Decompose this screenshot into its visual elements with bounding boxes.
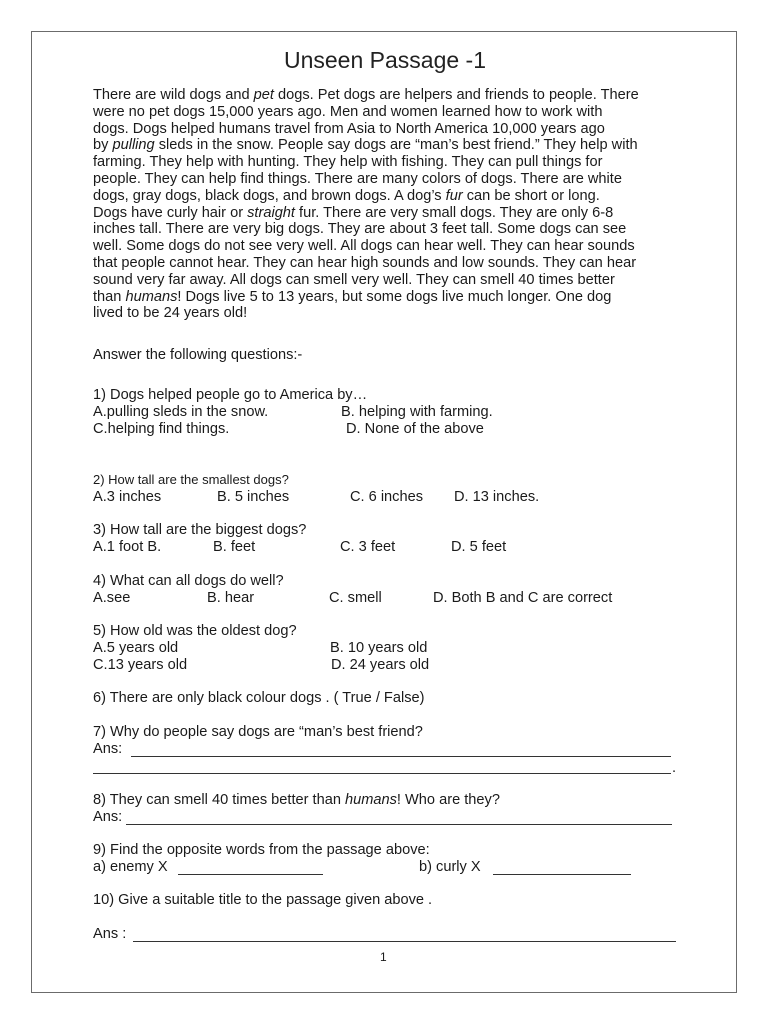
q4-option-c: C. smell: [329, 590, 382, 606]
q9-b-answer-line[interactable]: [493, 874, 631, 875]
q3-option-a: A.1 foot B.: [93, 539, 162, 555]
q3-option-c: C. 3 feet: [340, 539, 396, 555]
q5-option-d: D. 24 years old: [331, 657, 430, 673]
passage-line: dogs, gray dogs, black dogs, and brown dogs. A dog’s fur can be short or long.: [93, 187, 600, 204]
q3-option-d: D. 5 feet: [451, 539, 507, 555]
page-title: Unseen Passage -1: [283, 47, 486, 73]
question-3: 3) How tall are the biggest dogs?: [93, 522, 307, 538]
question-2: 2) How tall are the smallest dogs?: [93, 472, 289, 487]
q8-ans-label: Ans:: [93, 809, 123, 825]
passage-line: sound very far away. All dogs can smell very well. They can smell 40 times better: [93, 271, 615, 288]
question-1: 1) Dogs helped people go to America by…: [93, 387, 368, 403]
q4-option-a: A.see: [93, 590, 131, 606]
passage-line: that people cannot hear. They can hear high sounds and low sounds. They can hear: [93, 254, 637, 271]
q5-option-b: B. 10 years old: [330, 640, 428, 656]
q8-answer-line[interactable]: [126, 824, 672, 825]
q7-answer-line-2[interactable]: [93, 773, 671, 774]
passage-line: lived to be 24 years old!: [93, 305, 248, 322]
q4-option-b: B. hear: [207, 590, 255, 606]
q7-end-period: .: [672, 760, 677, 776]
q2-option-a: A.3 inches: [93, 489, 162, 505]
passage-line: There are wild dogs and pet dogs. Pet dogs are helpers and friends to people. There: [93, 87, 639, 103]
passage-line: by pulling sleds in the snow. People say dogs are “man’s best friend.” They help with: [93, 137, 638, 154]
instructions: Answer the following questions:-: [93, 347, 303, 363]
question-6: 6) There are only black colour dogs . ( True / False): [93, 690, 425, 706]
q4-option-d: D. Both B and C are correct: [433, 590, 613, 606]
question-7: 7) Why do people say dogs are “man’s best friend?: [93, 724, 423, 740]
q7-answer-line-1[interactable]: [131, 756, 671, 757]
passage-line: inches tall. There are very big dogs. They are about 3 feet tall. Some dogs can see: [93, 221, 627, 238]
passage-line: well. Some dogs do not see very well. All dogs can hear well. They can hear sounds: [93, 238, 635, 255]
q9-b-label: b) curly X: [419, 859, 481, 875]
q7-ans-label: Ans:: [93, 741, 123, 757]
passage-line: people. They can help find things. There are many colors of dogs. There are white: [93, 170, 622, 187]
q3-option-b: B. feet: [213, 539, 256, 555]
q10-answer-line[interactable]: [133, 941, 676, 942]
passage-line: dogs. Dogs helped humans travel from Asia to North America 10,000 years ago: [93, 120, 605, 137]
q2-option-d: D. 13 inches.: [454, 489, 540, 505]
question-5: 5) How old was the oldest dog?: [93, 623, 297, 639]
q1-option-b: B. helping with farming.: [341, 404, 493, 420]
q9-a-answer-line[interactable]: [178, 874, 323, 875]
reading-passage: [93, 87, 693, 322]
passage-line: than humans! Dogs live 5 to 13 years, but some dogs live much longer. One dog: [93, 288, 612, 305]
q9-a-label: a) enemy X: [93, 859, 168, 875]
q5-option-c: C.13 years old: [93, 657, 188, 673]
page-number: 1: [380, 950, 387, 964]
q10-ans-label: Ans :: [93, 926, 127, 942]
q5-option-a: A.5 years old: [93, 640, 179, 656]
q2-option-c: C. 6 inches: [350, 489, 424, 505]
q1-option-c: C.helping find things.: [93, 421, 230, 437]
question-9: 9) Find the opposite words from the passage above:: [93, 842, 430, 858]
passage-line: were no pet dogs 15,000 years ago. Men and women learned how to work with: [93, 103, 603, 120]
question-8: 8) They can smell 40 times better than humans! Who are they?: [93, 792, 500, 808]
passage-line: Dogs have curly hair or straight fur. There are very small dogs. They are only 6-8: [93, 204, 614, 221]
passage-line: farming. They help with hunting. They help with fishing. They can pull things for: [93, 154, 603, 171]
q1-option-d: D. None of the above: [346, 421, 484, 437]
q1-option-a: A.pulling sleds in the snow.: [93, 404, 269, 420]
question-4: 4) What can all dogs do well?: [93, 573, 284, 589]
question-10: 10) Give a suitable title to the passage given above .: [93, 892, 433, 908]
q2-option-b: B. 5 inches: [217, 489, 290, 505]
